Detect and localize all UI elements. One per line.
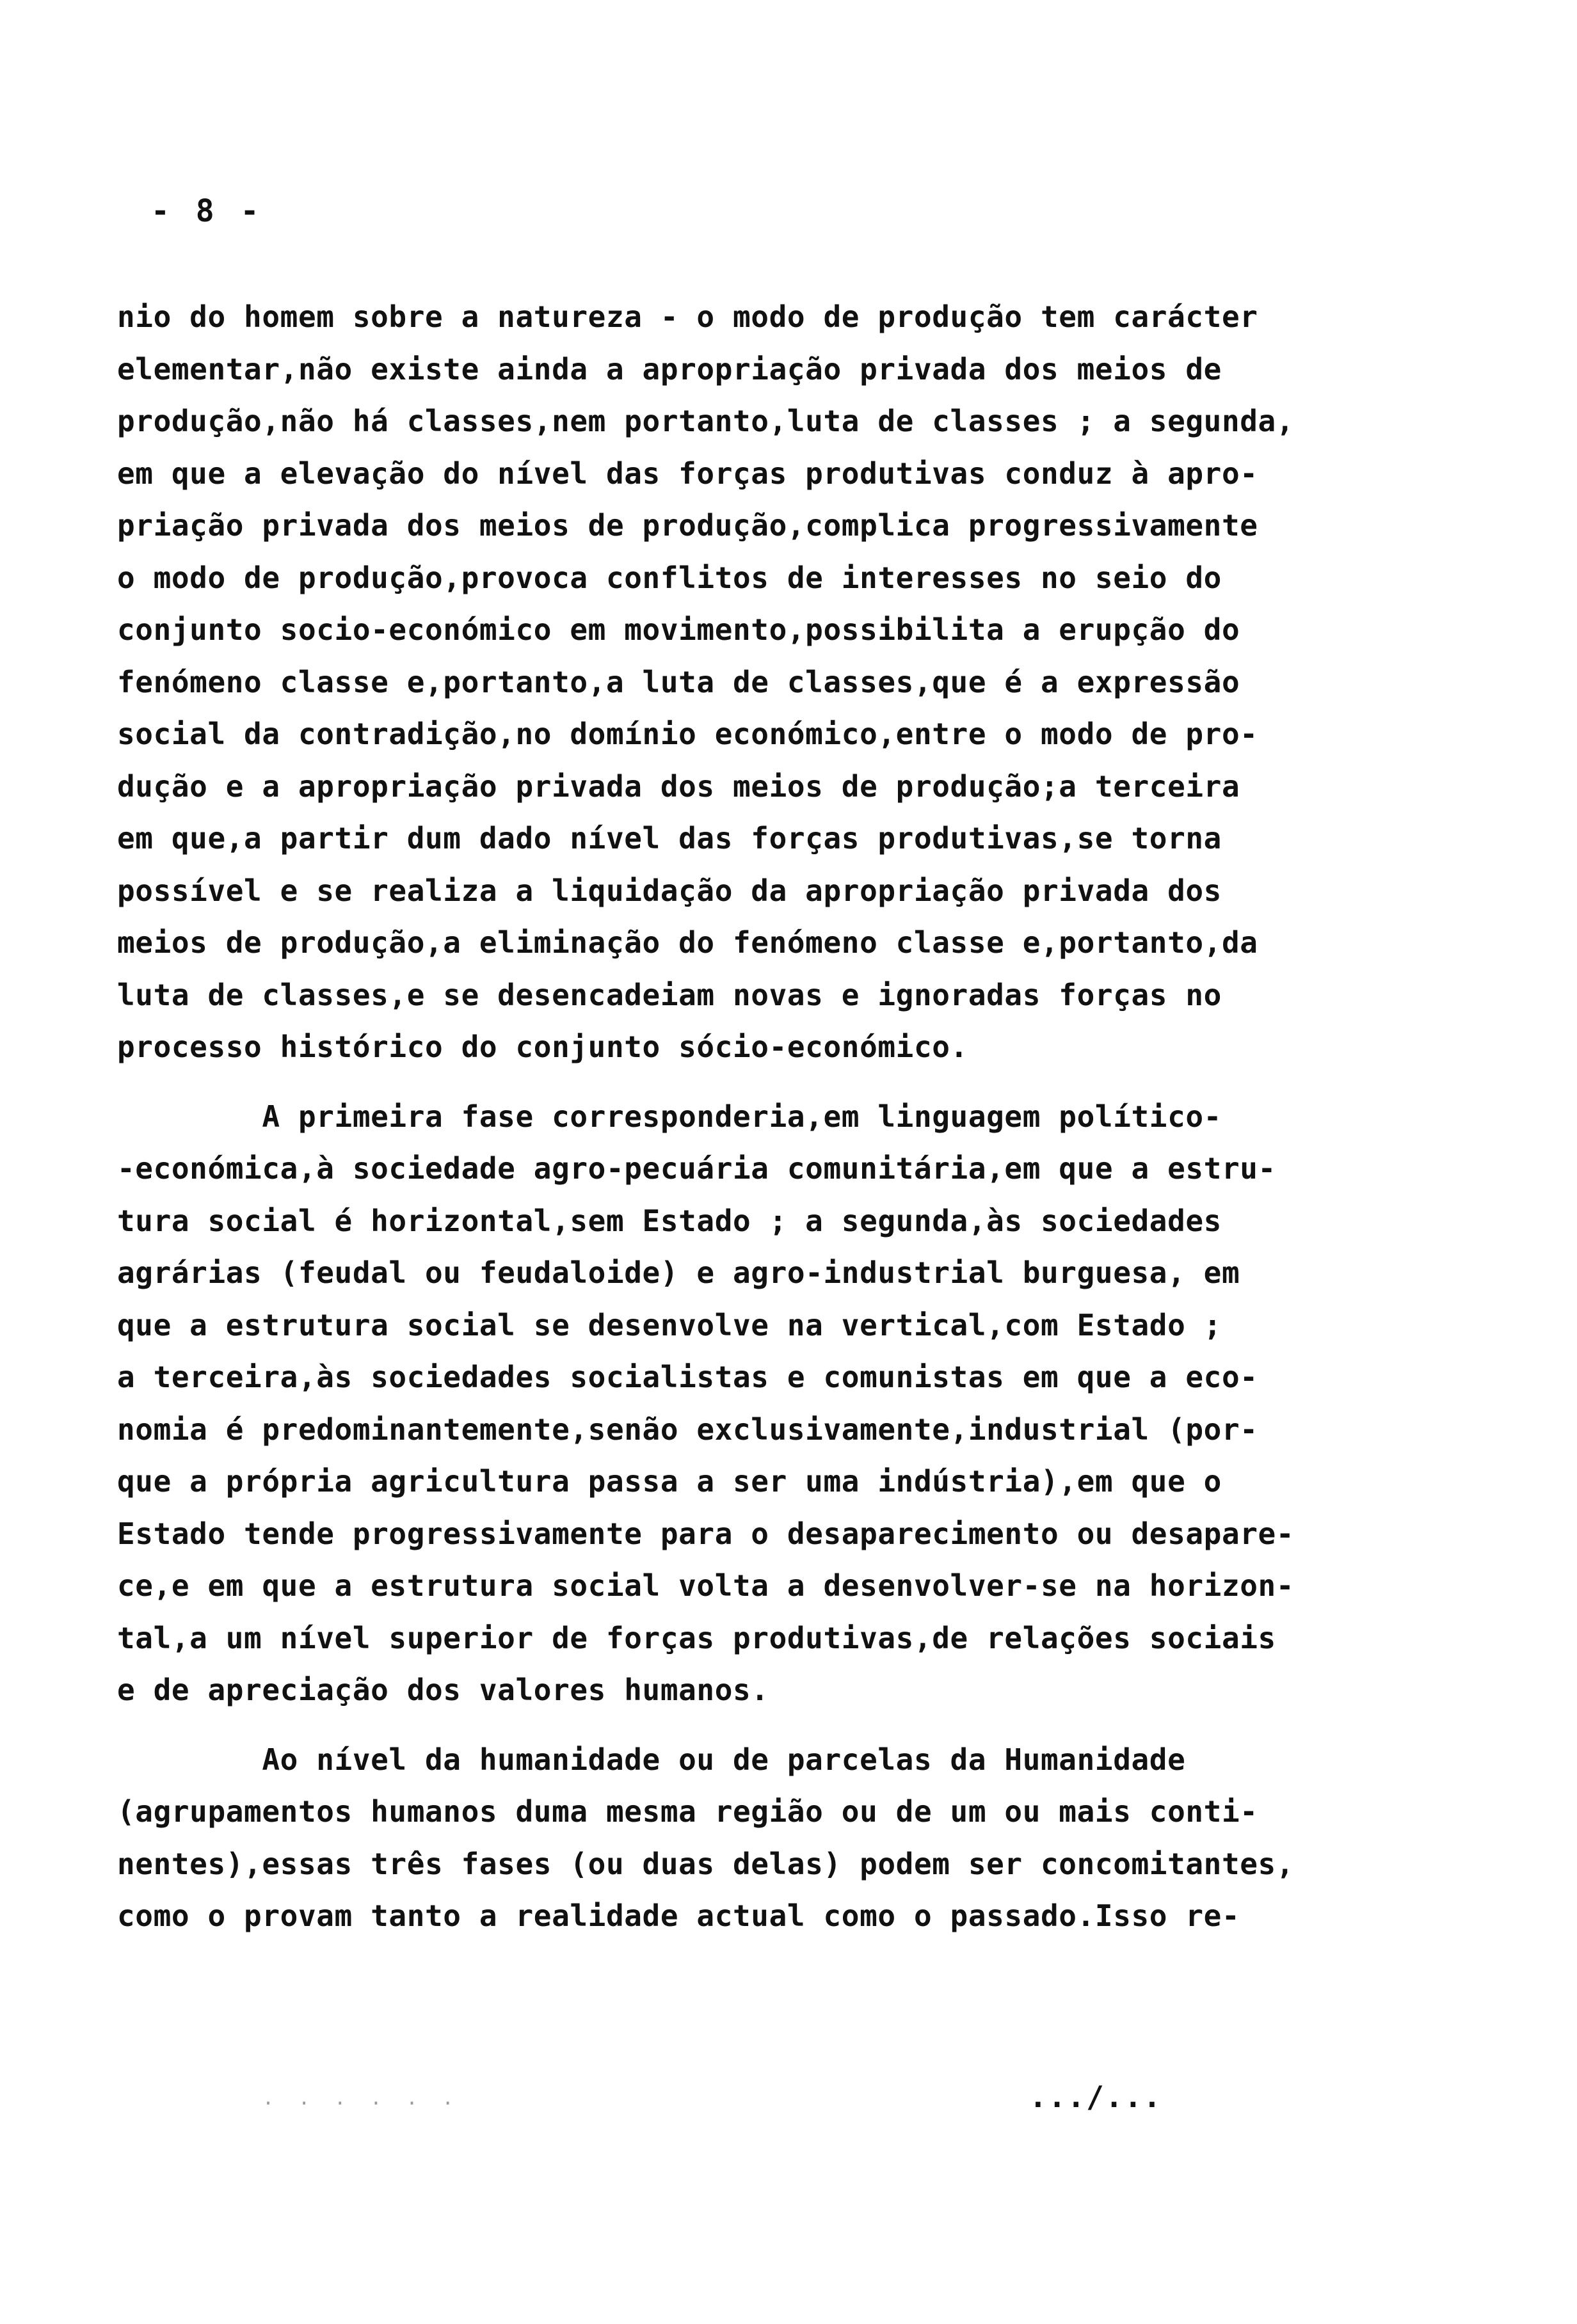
faint-marks: . . . . . . <box>262 2087 460 2110</box>
continuation-marker: .../... <box>1029 2080 1162 2114</box>
text-line: priação privada dos meios de produção,complica progressivamente <box>117 508 1258 543</box>
text-line: que a estrutura social se desenvolve na vertical,com Estado ; <box>117 1307 1222 1342</box>
text-line: agrárias (feudal ou feudaloide) e agro-industrial burguesa, em <box>117 1255 1240 1290</box>
text-line: em que,a partir dum dado nível das forças produtivas,se torna <box>117 821 1222 856</box>
text-line: social da contradição,no domínio económico,entre o modo de pro- <box>117 717 1258 751</box>
text-line: dução e a apropriação privada dos meios de produção;a terceira <box>117 768 1240 804</box>
paragraph-1 <box>117 291 1397 1074</box>
text-line: A primeira fase corresponderia,em linguagem político- <box>117 1099 1222 1134</box>
text-line: fenómeno classe e,portanto,a luta de classes,que é a expressão <box>117 664 1240 699</box>
paragraph-spacer <box>117 1074 1397 1091</box>
text-line: em que a elevação do nível das forças produtivas conduz à apro- <box>117 456 1258 491</box>
body-text <box>117 291 1397 1943</box>
paragraph-3 <box>117 1734 1397 1943</box>
text-line: -económica,à sociedade agro-pecuária comunitária,em que a estru- <box>117 1151 1276 1186</box>
text-line: meios de produção,a eliminação do fenómeno classe e,portanto,da <box>117 925 1258 960</box>
text-line: luta de classes,e se desencadeiam novas e ignoradas forças no <box>117 977 1222 1012</box>
text-line: ce,e em que a estrutura social volta a desenvolver-se na horizon- <box>117 1568 1295 1603</box>
text-line: processo histórico do conjunto sócio-económico. <box>117 1030 968 1064</box>
text-line: possível e se realiza a liquidação da apropriação privada dos <box>117 873 1222 908</box>
text-line: como o provam tanto a realidade actual como o passado.Isso re- <box>117 1898 1240 1933</box>
text-line: tura social é horizontal,sem Estado ; a segunda,às sociedades <box>117 1203 1222 1238</box>
text-line: Ao nível da humanidade ou de parcelas da Humanidade <box>117 1742 1186 1777</box>
text-line: (agrupamentos humanos duma mesma região ou de um ou mais conti- <box>117 1794 1258 1829</box>
text-line: que a própria agricultura passa a ser uma indústria),em que o <box>117 1464 1222 1499</box>
text-line: produção,não há classes,nem portanto,luta de classes ; a segunda, <box>117 404 1295 438</box>
text-line: nentes),essas três fases (ou duas delas) podem ser concomitantes, <box>117 1846 1295 1881</box>
text-line: elementar,não existe ainda a apropriação privada dos meios de <box>117 351 1222 386</box>
text-line: o modo de produção,provoca conflitos de interesses no seio do <box>117 560 1222 595</box>
text-line: nio do homem sobre a natureza - o modo de produção tem carácter <box>117 299 1258 334</box>
text-line: a terceira,às sociedades socialistas e comunistas em que a eco- <box>117 1360 1258 1394</box>
paragraph-spacer <box>117 1717 1397 1734</box>
text-line: Estado tende progressivamente para o desaparecimento ou desapare- <box>117 1516 1295 1551</box>
text-line: conjunto socio-económico em movimento,possibilita a erupção do <box>117 612 1240 647</box>
page-number: - 8 - <box>151 193 263 229</box>
text-line: tal,a um nível superior de forças produtivas,de relações sociais <box>117 1620 1276 1655</box>
paragraph-2 <box>117 1091 1397 1717</box>
text-line: e de apreciação dos valores humanos. <box>117 1673 769 1707</box>
text-line: nomia é predominantemente,senão exclusivamente,industrial (por- <box>117 1412 1258 1447</box>
